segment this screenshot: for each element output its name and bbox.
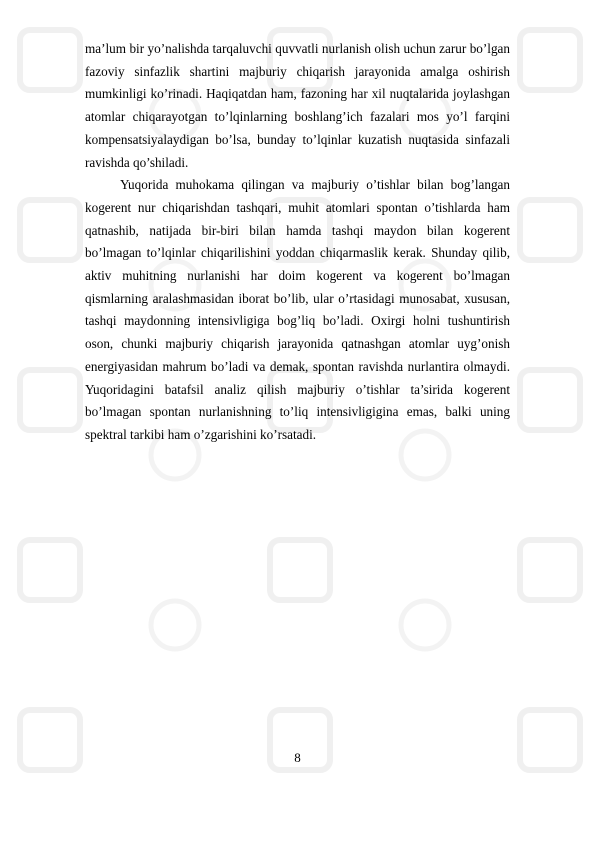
- page-number: 8: [294, 750, 301, 765]
- paragraph-2: Yuqorida muhokama qilingan va majburiy o’tishlar bilan bog’langan kogerent nur chiqarishdan tashqari, muhit atomlari spontan o’tishlarda ham qatnashib, natijada bir-biri bilan hamda tashqi maydon bilan kogerent bo’lmagan to’lqinlar chiqarilishini yoddan chiqarmaslik kerak. Shunday qilib, aktiv muhitning nurlanishi har doim kogerent va kogerent bo’lmagan qismlarning aralashmasidan iborat bo’lib, ular o’rtasidagi munosabat, xususan, tashqi maydonning intensivligiga bog’liq bo’ladi. Oxirgi holni tushuntirish oson, chunki majburiy chiqarish jarayonida qatnashgan atomlar uyg’onish energiyasidan mahrum bo’ladi va demak, spontan ravishda nurlantira olmaydi. Yuqoridagini batafsil analiz qilish majburiy o’tishlar ta’sirida kogerent bo’lmagan spontan nurlanishning to’liq intensivligigina emas, balki uning spektral tarkibi ham o’zgarishini ko’rsatadi.: [85, 177, 510, 442]
- body-text: [85, 38, 510, 447]
- paragraph-1: ma’lum bir yo’nalishda tarqaluvchi quvvatli nurlanish olish uchun zarur bo’lgan fazoviy sinfazlik shartini majburiy chiqarish jarayonida amalga oshirish mumkinligi ko’rinadi. Haqiqatdan ham, fazoning har xil nuqtalarida joylashgan atomlar chiqarayotgan to’lqinlarning boshlang’ich fazalari mos yo’l farqini kompensatsiyalaydigan bo’lsa, bunday to’lqinlar kuzatish nuqtasida sinfazali ravishda qo’shiladi.: [85, 41, 510, 170]
